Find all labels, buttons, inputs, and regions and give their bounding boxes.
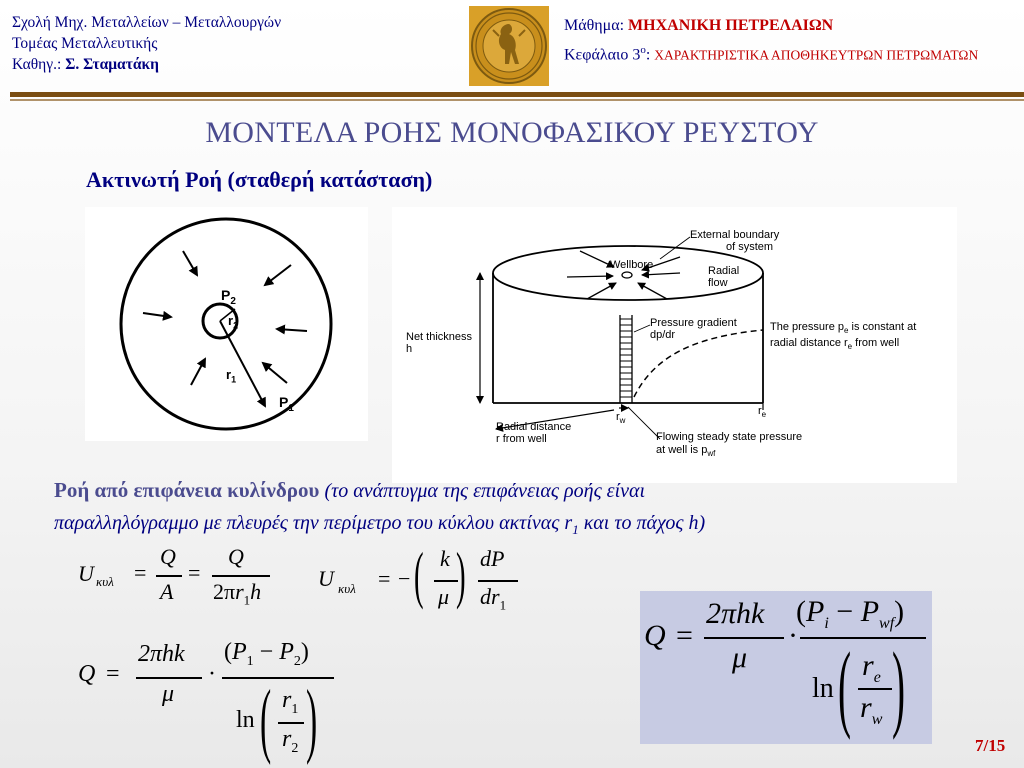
eq-symbol: 2πhk (706, 597, 765, 630)
reservoir-cylinder-diagram (392, 207, 957, 483)
radial-flow-circle-diagram (85, 207, 368, 441)
course-line (564, 14, 978, 38)
header-divider-thick (10, 92, 1024, 97)
eq-symbol: · (208, 661, 216, 687)
flow-arrow (265, 265, 291, 285)
flow-arrow (567, 276, 613, 277)
eq-symbol: = (188, 560, 201, 585)
eq-ratio-num: $r_e$ (862, 649, 881, 686)
paragraph-sub: 1 (572, 522, 579, 537)
flow-arrow (143, 313, 171, 317)
label-re: $r_e$ (758, 405, 767, 420)
flow-arrow (580, 251, 614, 267)
university-seal-logo (469, 6, 549, 86)
well-casing-hatch (620, 319, 632, 397)
eq-symbol: ln (812, 673, 834, 704)
professor-line (12, 54, 281, 75)
header-left (12, 12, 281, 75)
course-prefix: Μάθημα: (564, 17, 629, 34)
fraction-bar (278, 722, 304, 724)
eq-ratio-num: $r_1$ (282, 687, 299, 717)
slide-subtitle: Ακτινωτή Ροή (σταθερή κατάσταση) (86, 167, 433, 192)
equation-flow-rate-boxed (640, 591, 932, 744)
eq-paren: ( (260, 673, 272, 766)
fraction-bar (136, 677, 202, 679)
paragraph-text-2: παραλληλόγραμμο με πλευρές την περίμετρο του κύκλου ακτίνας r (54, 512, 573, 534)
eq-paren: ) (892, 633, 906, 741)
eq-symbol: μ (438, 584, 450, 609)
eq-symbol: A (160, 579, 174, 604)
eq-symbol: Q (228, 544, 244, 569)
fraction-bar (156, 575, 182, 577)
paragraph-text-1: (το ανάπτυγμα της επιφάνειας ροής είναι (319, 480, 646, 502)
label-external-boundary: External boundary of system (690, 229, 780, 253)
eq-numerator: $(P_i - P_{wf})$ (796, 595, 905, 632)
eq-symbol: = (378, 566, 391, 591)
fraction-bar (434, 580, 458, 582)
flow-arrow (183, 251, 197, 275)
flow-arrow (638, 283, 667, 299)
radius-r1-line (220, 321, 265, 406)
eq-denominator: $2\pi r_1h$ (213, 579, 262, 608)
eq-symbol: 2πhk (138, 641, 185, 667)
eq-paren: ( (414, 539, 424, 610)
fraction-bar (858, 688, 892, 690)
header-right (564, 14, 978, 67)
flow-arrow (587, 283, 616, 299)
label-rw: $r_w$ (616, 411, 626, 426)
eq-symbol: k (440, 546, 450, 571)
label-r2: $r_2$ (228, 313, 239, 331)
leader-line (634, 325, 650, 332)
eq-symbol: U (78, 561, 94, 586)
outer-boundary-circle (121, 219, 331, 429)
eq-paren: ) (456, 539, 466, 610)
eq-symbol: U (318, 566, 334, 591)
label-pressure-gradient: Pressure gradient dp/dr (650, 317, 737, 341)
label-p2: $P_2$ (221, 287, 236, 307)
label-net-thickness: Net thickness h (406, 331, 473, 355)
equation-velocity-area (78, 544, 284, 608)
eq-symbol: κυλ (338, 581, 356, 596)
eq-symbol: = (134, 560, 147, 585)
wellbore-ellipse (622, 272, 632, 278)
chapter-prefix: Κεφάλαιο 3 (564, 46, 641, 64)
eq-symbol: ln (236, 707, 255, 733)
eq-paren: ) (306, 673, 318, 766)
label-wellbore: Wellbore (610, 259, 654, 271)
label-radial-distance: Radial distance r from well (496, 421, 572, 445)
flow-arrow (642, 273, 680, 275)
chapter-sup: ο (640, 44, 646, 56)
eq-numerator: $(P_1 - P_2)$ (224, 639, 309, 669)
flow-arrow (277, 329, 307, 331)
eq-symbol: μ (162, 681, 175, 707)
professor-name: Σ. Σταματάκη (65, 56, 159, 73)
course-name: ΜΗΧΑΝΙΚΗ ΠΕΤΡΕΛΑΙΩΝ (628, 17, 834, 34)
eq-symbol: μ (732, 641, 748, 674)
flow-arrow (191, 359, 205, 385)
flow-arrow (263, 363, 287, 383)
eq-paren: ( (838, 633, 852, 741)
eq-symbol: Q (160, 544, 176, 569)
eq-symbol: Q (78, 661, 96, 687)
page-number: 7/15 (975, 736, 1006, 755)
eq-symbol: Q (644, 619, 666, 652)
label-radial-flow: Radial flow (708, 265, 740, 289)
equation-darcy-velocity (318, 539, 528, 622)
label-r1: $r_1$ (226, 367, 237, 385)
eq-symbol: dP (480, 546, 505, 571)
fraction-bar (704, 637, 784, 639)
eq-symbol: κυλ (96, 574, 114, 589)
eq-denominator: $dr_1$ (480, 584, 507, 613)
department-name: Τομέας Μεταλλευτικής (12, 35, 158, 52)
eq-symbol: = (106, 661, 120, 687)
school-name: Σχολή Μηχ. Μεταλλείων – Μεταλλουργών (12, 14, 282, 31)
fraction-bar (478, 580, 518, 582)
label-p1: $P_1$ (279, 394, 294, 414)
description-paragraph (54, 474, 994, 546)
eq-symbol: = (676, 619, 693, 652)
eq-symbol: − (398, 566, 411, 591)
chapter-line (564, 38, 978, 67)
chapter-colon: : (645, 46, 655, 64)
equation-flow-rate-p1-p2 (78, 635, 348, 766)
fraction-bar (212, 575, 270, 577)
slide-title: ΜΟΝΤΕΛΑ ΡΟΗΣ ΜΟΝΟΦΑΣΙΚΟΥ ΡΕΥΣΤΟΥ (205, 116, 819, 149)
label-flowing-pressure: Flowing steady state pressure at well is $p_{wf}$ (656, 431, 803, 459)
eq-ratio-den: $r_2$ (282, 726, 299, 756)
label-pressure-constant: The pressure $p_e$ is constant at radial distance $r_e$ from well (770, 321, 917, 352)
professor-prefix: Καθηγ.: (12, 56, 66, 73)
paragraph-lead: Ροή από επιφάνεια κυλίνδρου (54, 478, 320, 502)
eq-symbol: · (788, 619, 798, 652)
chapter-name: ΧΑΡΑΚΤΗΡΙΣΤΙΚΑ ΑΠΟΘΗΚΕΥΤΡΩΝ ΠΕΤΡΩΜΑΤΩΝ (654, 47, 979, 63)
eq-ratio-den: $r_w$ (860, 691, 883, 728)
header-divider-thin (10, 99, 1024, 101)
circle-diagram-svg (85, 207, 368, 441)
fraction-bar (800, 637, 926, 639)
paragraph-text-3: και το πάχος h) (578, 512, 706, 534)
